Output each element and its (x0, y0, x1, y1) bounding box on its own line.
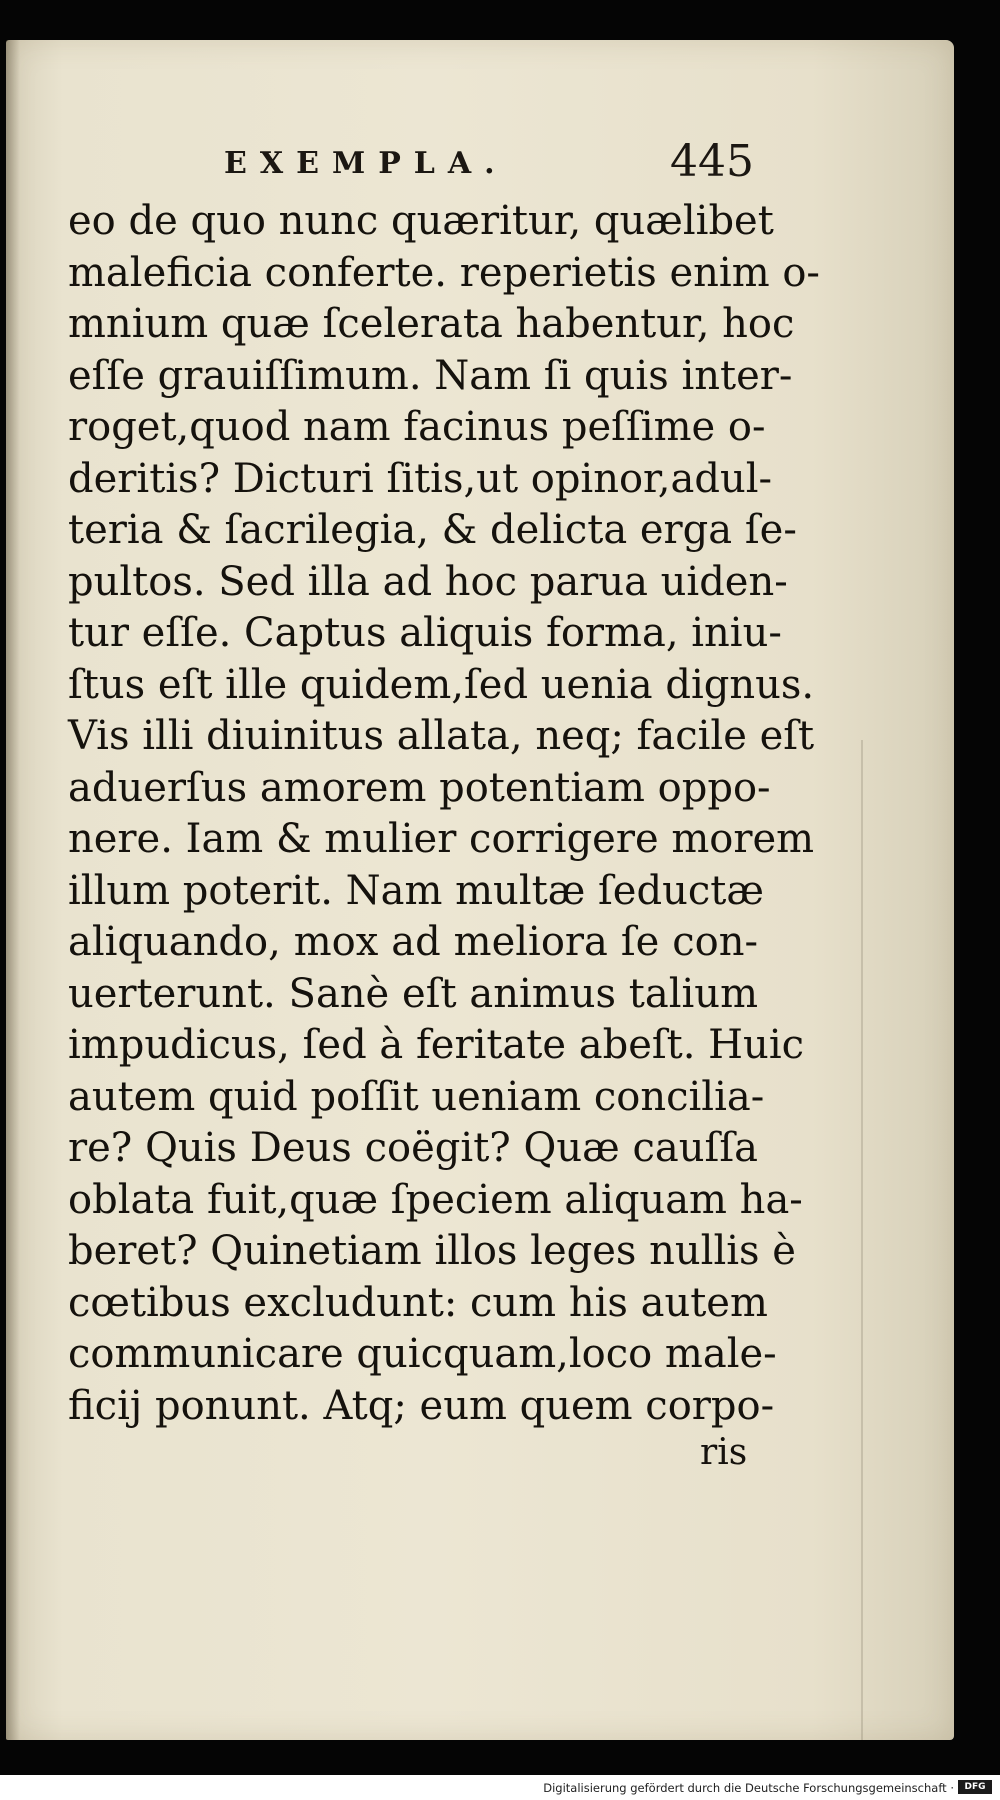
page-header (224, 136, 754, 200)
running-head: EXEMPLA. (224, 146, 508, 181)
text-line: impudicus, ſed à feritate abeſt. Huic (68, 1022, 805, 1068)
text-line: beret? Quinetiam illos leges nullis è (68, 1228, 796, 1274)
text-line: cœtibus excludunt: cum his autem (68, 1279, 768, 1326)
text-line: roget,quod nam facinus peſſime o- (68, 404, 766, 450)
text-line: nere. Iam & mulier corrigere morem (68, 816, 815, 862)
text-line: oblata fuit,quæ ſpeciem aliquam ha- (68, 1176, 803, 1223)
text-line: maleficia conferte. reperietis enim o- (68, 249, 820, 296)
text-line: deritis? Dicturi ſitis,ut opinor,adul- (68, 455, 773, 502)
text-line: mnium quæ ſcelerata habentur, hoc (68, 301, 795, 347)
text-line: illum poterit. Nam multæ ſeductæ (68, 867, 764, 914)
text-line: eſſe grauiſſimum. Nam ſi quis inter- (68, 352, 793, 399)
body-text (68, 196, 820, 1432)
text-line: ſtus eſt ille quidem,ſed uenia dignus. (68, 661, 815, 708)
page-number: 445 (670, 136, 754, 187)
text-line: communicare quicquam,loco male- (68, 1331, 777, 1377)
text-line: Vis illi diuinitus allata, neq; facile eſt (68, 713, 815, 759)
text-line: autem quid poſſit ueniam concilia- (68, 1073, 765, 1120)
funding-credit: Digitalisierung gefördert durch die Deutsche Forschungsgemeinschaft · (543, 1781, 954, 1795)
catchword: ris (700, 1432, 748, 1473)
gutter-shadow (6, 40, 20, 1740)
text-line: re? Quis Deus coëgit? Quæ cauſſa (68, 1125, 758, 1171)
text-line: teria & ſacrilegia, & delicta erga ſe- (68, 507, 797, 553)
dfg-logo: DFG (958, 1780, 992, 1794)
digitization-footer (0, 1775, 1000, 1800)
text-line: pultos. Sed illa ad hoc parua uiden- (68, 558, 788, 605)
text-line: uerterunt. Sanè eſt animus talium (68, 970, 758, 1017)
text-line: aliquando, mox ad meliora ſe con- (68, 919, 758, 965)
text-line: ficij ponunt. Atq; eum quem corpo- (68, 1382, 775, 1429)
text-line: eo de quo nunc quæritur, quælibet (68, 198, 774, 244)
text-line: tur eſſe. Captus aliquis forma, iniu- (68, 610, 782, 656)
page-crease (861, 740, 863, 1740)
text-line: aduerſus amorem potentiam oppo- (68, 764, 771, 811)
